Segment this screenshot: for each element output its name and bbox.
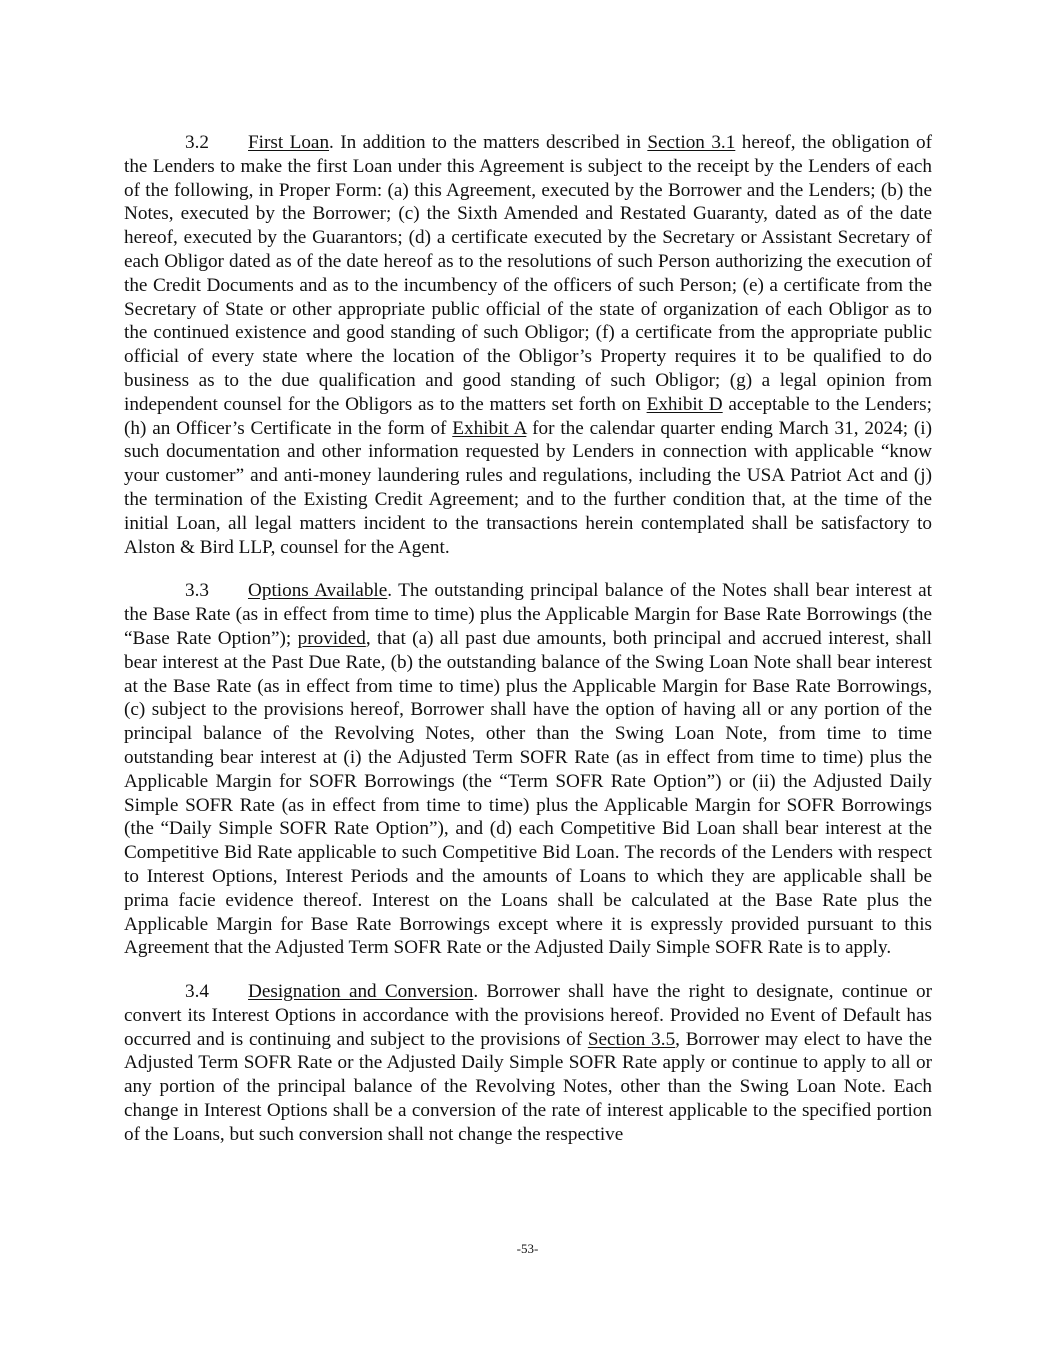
section-3-2 xyxy=(124,131,932,559)
section-3-4 xyxy=(124,980,932,1147)
section-number: 3.3 xyxy=(185,580,209,602)
exhibit-reference: Exhibit A xyxy=(452,417,527,439)
provided-term: provided xyxy=(297,627,366,649)
section-number: 3.2 xyxy=(185,132,209,153)
page-number: -53- xyxy=(516,1241,539,1256)
document-body xyxy=(124,131,932,1167)
section-text: for the calendar quarter ending March 31, 2024; (i) such documentation and other information requested by Lenders in connection with applicable “know your customer” and anti-money laundering rules and regulations, including the USA Patriot Act and (j) the termination of the Existing Credit Agreement; and to the further condition that, at the time of the initial Loan, all legal matters incident to the transactions herein contemplated shall be satisfactory to Alston & Bird LLP, counsel for the Agent. xyxy=(124,417,932,558)
section-text: , that (a) all past due amounts, both principal and accrued interest, shall bear interest at the Past Due Rate, (b) the outstanding balance of the Swing Loan Note shall bear interest at the Base Rate (as in effect from time to time) plus the Applicable Margin for Base Rate Borrowings, (c) subject to the provisions hereof, Borrower shall have the option of having all or any portion of the principal balance of the Revolving Notes, other than the Swing Loan Note, from time to time outstanding bear interest at (i) the Adjusted Term SOFR Rate (as in effect from time to time) plus the Applicable Margin for SOFR Borrowings (the “Term SOFR Rate Option”) or (ii) the Adjusted Daily Simple SOFR Rate (as in effect from time to time) plus the Applicable Margin for SOFR Borrowings (the “Daily Simple SOFR Rate Option”), and (d) each Competitive Bid Loan shall bear interest at the Competitive Bid Rate applicable to such Competitive Bid Loan. The records of the Lenders with respect to Interest Options, Interest Periods and the amounts of Loans to which they are applicable shall be prima facie evidence thereof. Interest on the Loans shall be calculated at the Base Rate plus the Applicable Margin for Base Rate Borrowings except where it is expressly provided pursuant to this Agreement that the Adjusted Term SOFR Rate or the Adjusted Daily Simple SOFR Rate is to apply. xyxy=(124,627,932,959)
section-text: . Borrower shall have the right to designate, continue or convert its Interest Options in accordance with the provisions hereof. Provided no Event of Default has occurred and is continuing and subject to the provisions of xyxy=(124,981,932,1050)
section-text: , Borrower may elect to have the Adjusted Term SOFR Rate or the Adjusted Daily Simple SOFR Rate apply or continue to apply to all or any portion of the principal balance of the Revolving Notes, other than the Swing Loan Note. Each change in Interest Options shall be a conversion of the rate of interest applicable to the specified portion of the Loans, but such conversion shall not change the respective xyxy=(124,1028,933,1145)
section-heading: Designation and Conversion xyxy=(248,981,474,1003)
section-heading: First Loan xyxy=(248,132,330,153)
section-text: hereof, the obligation of the Lenders to make the first Loan under this Agreement is subject to the receipt by the Lenders of each of the following, in Proper Form: (a) this Agreement, executed by the Borrower and the Lenders; (b) the Notes, executed by the Borrower; (c) the Sixth Amended and Restated Guaranty, dated as of the date hereof, executed by the Guarantors; (d) a certificate executed by the Secretary or Assistant Secretary of each Obligor dated as of the date hereof as to the resolutions of such Person authorizing the execution of the Credit Documents and as to the incumbency of the officers of such Person; (e) a certificate from the Secretary of State or other appropriate public official of the state of organization of each Obligor as to the continued existence and good standing of such Obligor; (f) a certificate from the appropriate public official of every state where the location of the Obligor’s Property requires it to be qualified to do business as to the due qualification and good standing of such Obligor; (g) a legal opinion from independent counsel for the Obligors as to the matters set forth on xyxy=(124,132,933,415)
section-text: . The outstanding principal balance of the Notes shall bear interest at the Base Rate (as in effect from time to time) plus the Applicable Margin for Base Rate Borrowings (the “Base Rate Option”); xyxy=(124,580,932,649)
section-text: . In addition to the matters described in xyxy=(329,132,648,153)
section-3-3 xyxy=(124,579,932,960)
exhibit-reference: Exhibit D xyxy=(646,393,723,415)
section-number: 3.4 xyxy=(185,981,209,1003)
section-text: acceptable to the Lenders; (h) an Officer’s Certificate in the form of xyxy=(124,393,932,439)
section-reference-link: Section 3.1 xyxy=(647,132,736,153)
section-heading: Options Available xyxy=(248,580,388,602)
section-reference-link: Section 3.5 xyxy=(587,1028,676,1050)
